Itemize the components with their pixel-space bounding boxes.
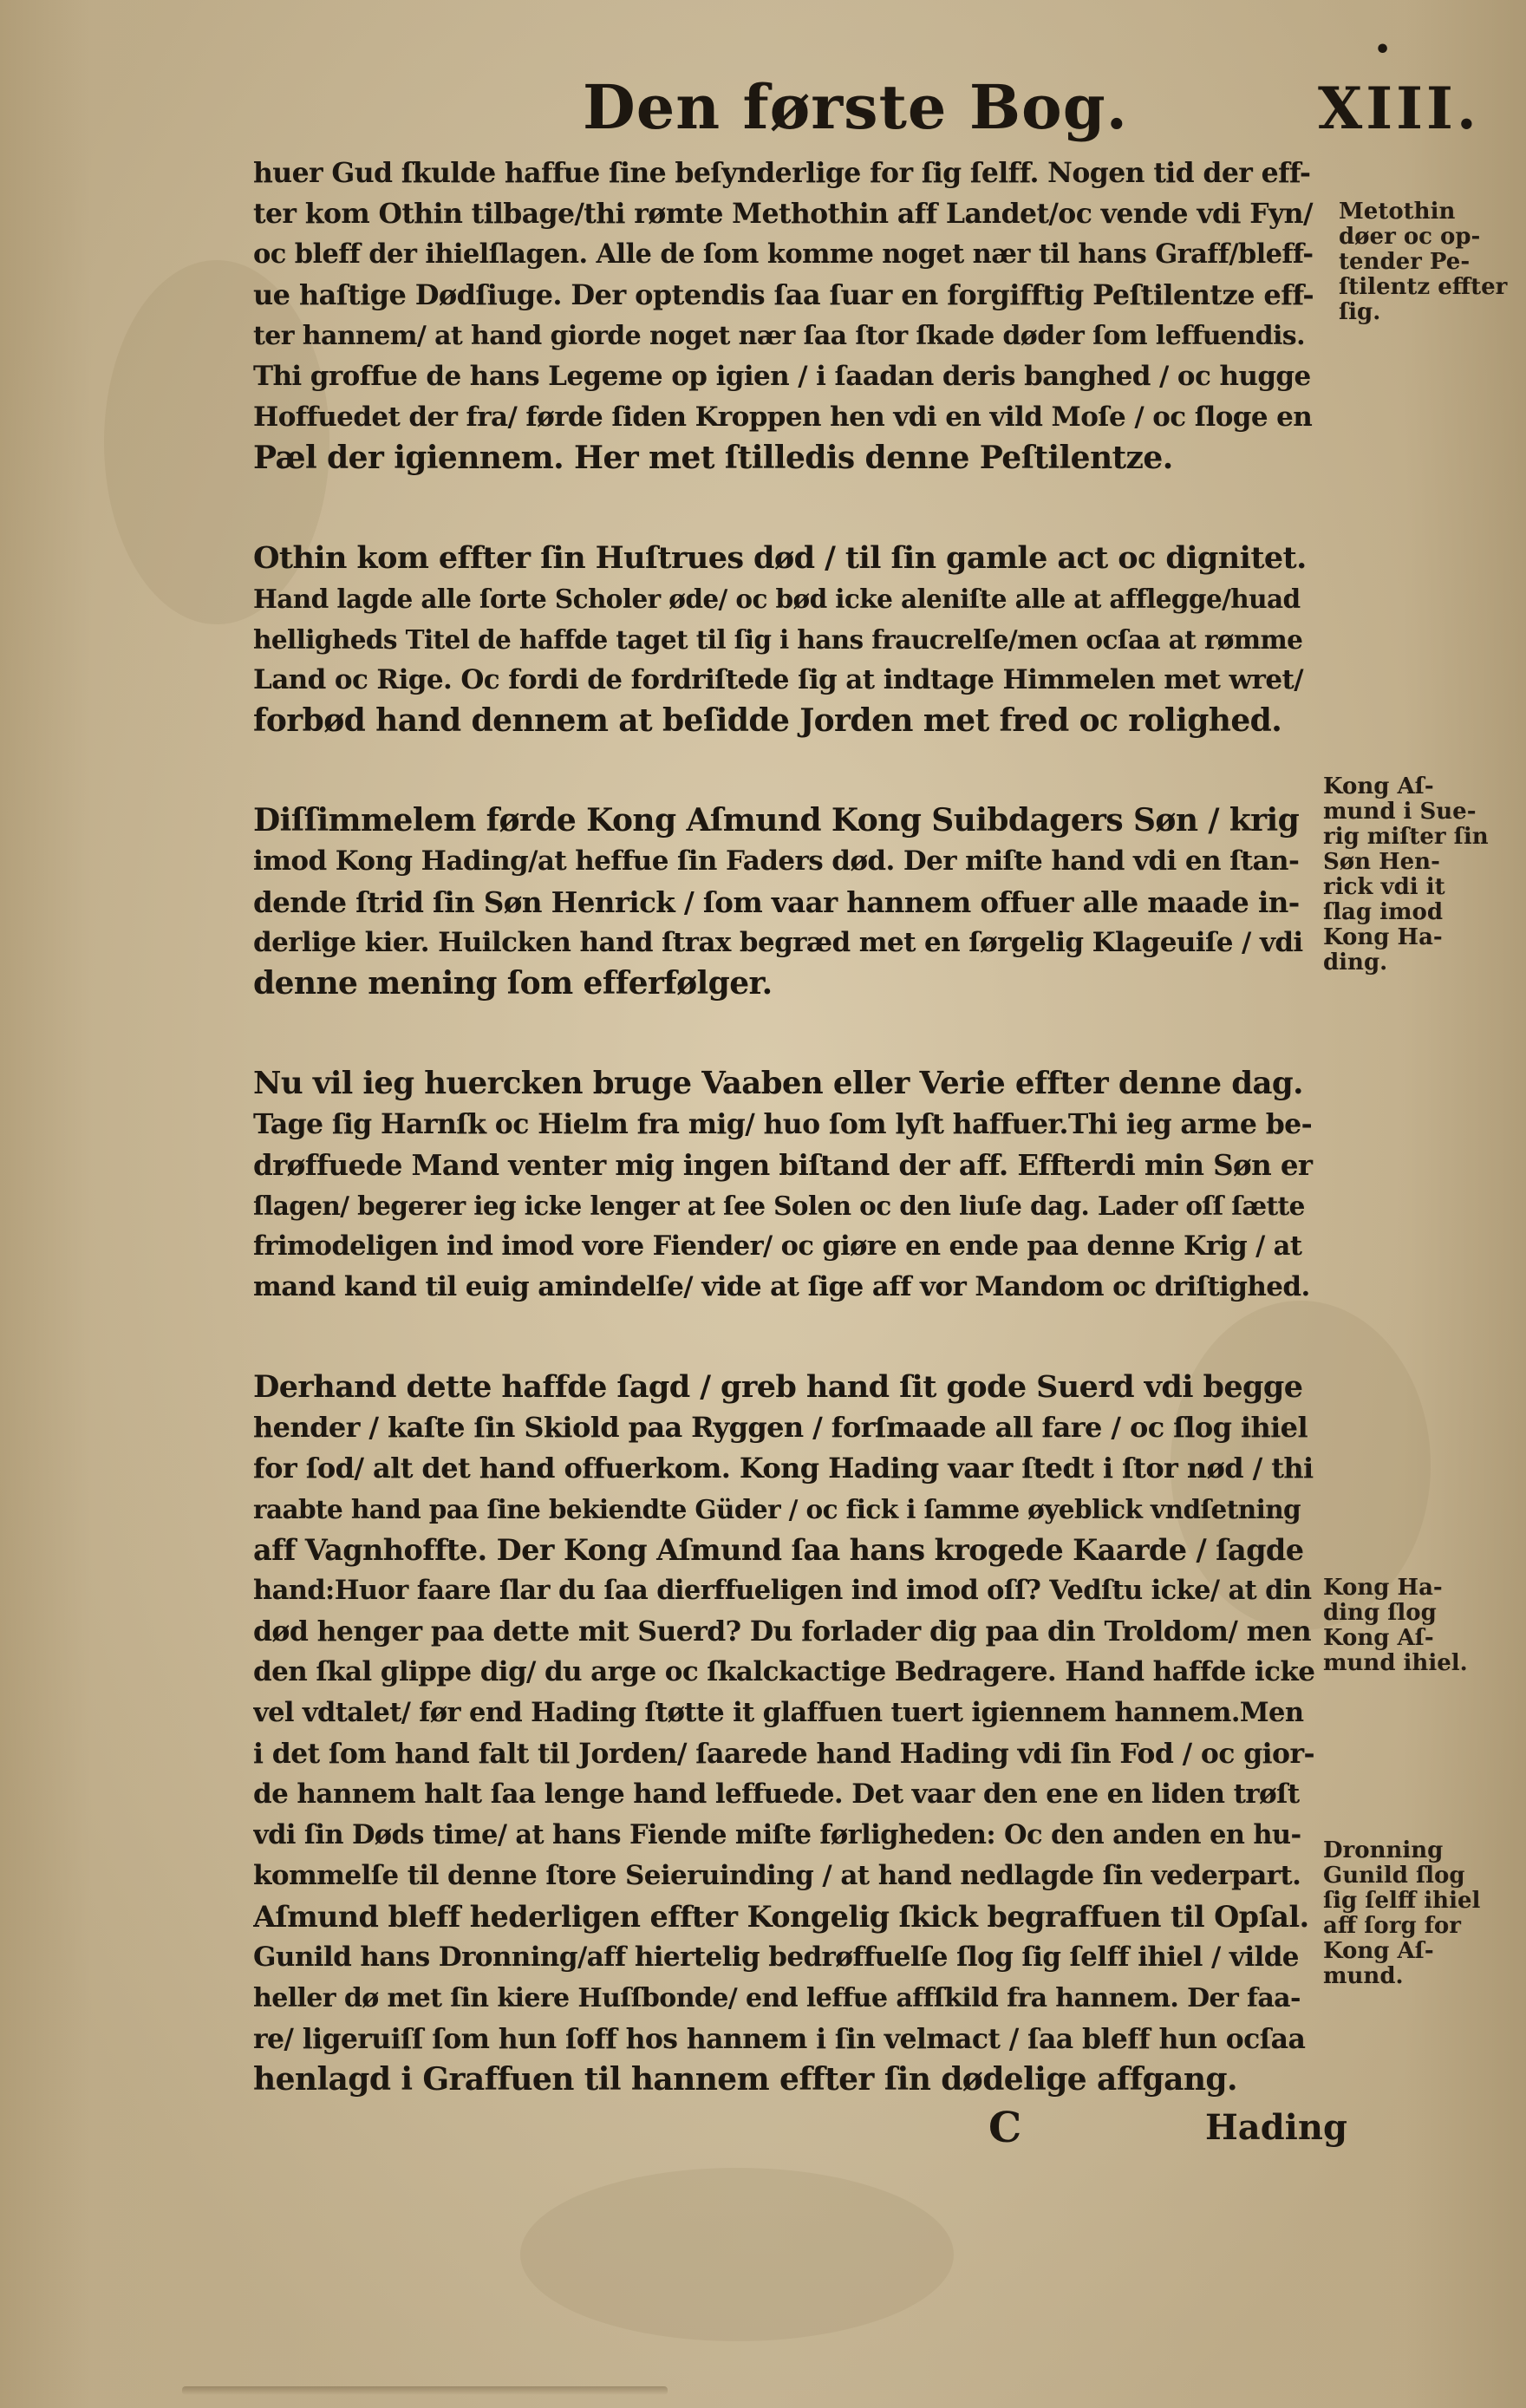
margin-note-line: Kong Aſ-: [1323, 773, 1434, 799]
paragraph-gap: [253, 479, 1315, 538]
margin-note-line: Kong Aſ-: [1323, 1625, 1434, 1651]
text-line: kommelſe til denne ſtore Seieruinding / at hand nedlagde ſin vederpart.: [253, 1860, 1301, 1891]
margin-note-hading-kills-asmund: [1323, 1576, 1488, 1676]
text-line: henlagd i Graffuen til hannem effter ſin dødelige affgang.: [253, 2061, 1237, 2098]
margin-note-line: Kong Ha-: [1323, 1575, 1443, 1601]
text-line: de hannem halt ſaa lenge hand leffuede. Det vaar den ene en liden trøſt: [253, 1778, 1300, 1810]
text-line: Thi groffue de hans Legeme op igien / i ſaadan deris banghed / oc hugge: [253, 361, 1311, 392]
paragraph-gap: [253, 741, 1315, 800]
paper-stain: [520, 2168, 954, 2341]
margin-note-line: rig miſter ſin: [1323, 824, 1489, 850]
text-line: ue haſtige Dødſiuge. Der optendis ſaa ſuar en forgifftig Peſtilentze eff-: [253, 278, 1314, 311]
margin-note-gunild: [1323, 1838, 1488, 1989]
margin-note-line: Dronning: [1323, 1837, 1444, 1863]
text-line: helligheds Titel de haffde taget til ſig i hans fraucrelſe/men ocſaa at rømme: [253, 624, 1303, 655]
text-line: imod Kong Hading/at heffue ſin Faders død. Der miſte hand vdi en ſtan-: [253, 845, 1300, 877]
text-line: for ſod/ alt det hand offuerkom. Kong Hading vaar ſtedt i ſtor nød / thi: [253, 1452, 1314, 1485]
text-line: Othin kom effter ſin Huſtrues død / til ſin gamle act oc dignitet.: [253, 540, 1307, 576]
catchword: Hading: [1205, 2107, 1347, 2148]
text-line: mand kand til euig amindelſe/ vide at ſige aff vor Mandom oc driſtighed.: [253, 1271, 1310, 1302]
margin-note-methothin: [1339, 199, 1508, 325]
margin-note-line: tender Pe-: [1339, 249, 1471, 275]
margin-note-line: mund i Sue-: [1323, 799, 1477, 825]
page-edge-shadow: [182, 2386, 668, 2395]
paragraph-gap: [253, 1004, 1315, 1063]
text-line: forbød hand dennem at beſidde Jorden met fred oc rolighed.: [253, 702, 1282, 739]
margin-note-line: rick vdi it: [1323, 874, 1445, 900]
text-line: ter kom Othin tilbage/thi rømte Methothin aff Landet/oc vende vdi Fyn/: [253, 198, 1313, 230]
text-line: hender / kaſte ſin Skiold paa Ryggen / forſmaade all fare / oc ſlog ihiel: [253, 1411, 1308, 1444]
text-line: ter hannem/ at hand giorde noget nær ſaa ſtor ſkade døder ſom leffuendis.: [253, 321, 1305, 351]
corner-mark: •: [1374, 35, 1392, 65]
margin-note-line: Kong Aſ-: [1323, 1938, 1434, 1964]
text-line: Hoffuedet der fra/ førde ſiden Kroppen hen vdi en vild Moſe / oc ſloge en: [253, 401, 1313, 433]
margin-note-line: ſtilentz effter: [1339, 274, 1508, 300]
margin-note-line: Metothin: [1339, 199, 1456, 225]
margin-note-line: Søn Hen-: [1323, 849, 1440, 875]
margin-note-line: mund.: [1323, 1963, 1404, 1989]
margin-note-line: ſlag imod: [1323, 899, 1444, 925]
text-line: oc bleff der ihielſlagen. Alle de ſom komme noget nær til hans Graff/bleff-: [253, 238, 1314, 270]
margin-note-line: døer oc op-: [1339, 224, 1481, 250]
text-line: ſlagen/ begerer ieg icke lenger at ſee Solen oc den liuſe dag. Lader oſſ ſætte: [253, 1191, 1305, 1221]
folio-number: XIII.: [1318, 75, 1480, 142]
text-line: raabte hand paa ſine bekiendte Güder / oc fick i ſamme øyeblick vndſetning: [253, 1494, 1301, 1524]
main-text-block: [253, 153, 1315, 2100]
margin-note-line: ſig.: [1339, 299, 1381, 325]
text-line: dende ſtrid ſin Søn Henrick / ſom vaar hannem offuer alle maade in-: [253, 885, 1300, 919]
text-line: den ſkal glippe dig/ du arge oc ſkalckactige Bedragere. Hand haffde icke: [253, 1656, 1315, 1687]
text-line: Hand lagde alle ſorte Scholer øde/ oc bød icke aleniſte alle at afflegge/huad: [253, 584, 1301, 614]
text-line: i det ſom hand falt til Jorden/ ſaarede hand Hading vdi ſin Fod / oc gior-: [253, 1738, 1314, 1770]
paragraph-gap: [253, 1308, 1315, 1367]
text-line: vel vdtalet/ før end Hading ſtøtte it glaffuen tuert igiennem hannem.Men: [253, 1697, 1304, 1728]
margin-note-line: ding ſlog: [1323, 1600, 1437, 1626]
text-line: heller dø met ſin kiere Huſſbonde/ end leffue affſkild fra hannem. Der faa-: [253, 1983, 1301, 2013]
text-line: Gunild hans Dronning/aff hiertelig bedrøffuelſe ſlog ſig ſelff ihiel / vilde: [253, 1941, 1299, 1973]
margin-note-line: Gunild ſlog: [1323, 1863, 1465, 1889]
text-line: denne mening ſom efferfølger.: [253, 965, 773, 1002]
text-line: drøffuede Mand venter mig ingen biſtand der aff. Effterdi min Søn er: [253, 1148, 1313, 1182]
text-line: vdi ſin Døds time/ at hans Fiende miſte førligheden: Oc den anden en hu-: [253, 1819, 1301, 1850]
text-line: død henger paa dette mit Suerd? Du forlader dig paa din Troldom/ men: [253, 1615, 1312, 1648]
text-line: frimodeligen ind imod vore Fiender/ oc giøre en ende paa denne Krig / at: [253, 1230, 1302, 1262]
text-line: Land oc Rige. Oc fordi de fordriſtede ſig at indtage Himmelen met wret/: [253, 664, 1303, 695]
text-line: hand:Huor faare ſlar du ſaa dierffueligen ind imod oſſ? Vedſtu icke/ at din: [253, 1575, 1312, 1606]
margin-note-line: mund ihiel.: [1323, 1650, 1468, 1676]
text-line: huer Gud ſkulde haffue ſine beſynderlige for ſig ſelff. Nogen tid der eff-: [253, 157, 1311, 189]
signature-mark: C: [988, 2104, 1022, 2152]
text-line: re/ ligeruiſſ ſom hun ſoff hos hannem i ſin velmact / ſaa bleff hun ocſaa: [253, 2023, 1306, 2055]
text-line: Pæl der igiennem. Her met ſtilledis denne Peſtilentze.: [253, 440, 1173, 476]
text-line: Tage ſig Harnſk oc Hielm fra mig/ huo ſom lyſt haffuer.Thi ieg arme be-: [253, 1108, 1313, 1140]
margin-note-line: Kong Ha-: [1323, 924, 1443, 950]
margin-note-line: aff ſorg for: [1323, 1913, 1461, 1939]
text-line: aff Vagnhoffte. Der Kong Aſmund ſaa hans krogede Kaarde / ſagde: [253, 1533, 1304, 1567]
margin-note-line: ſig ſelff ihiel: [1323, 1888, 1481, 1914]
running-title: Den første Bog.: [583, 71, 1129, 143]
text-line: Nu vil ieg huercken bruge Vaaben eller Verie effter denne dag.: [253, 1066, 1303, 1101]
margin-note-asmund-son: [1323, 774, 1488, 976]
text-line: derlige kier. Huilcken hand ſtrax begræd met en ſørgelig Klageuiſe / vdi: [253, 927, 1303, 958]
margin-note-line: ding.: [1323, 949, 1388, 976]
text-line: Derhand dette haffde ſagd / greb hand ſit gode Suerd vdi begge: [253, 1369, 1303, 1405]
text-line: Diſſimmelem førde Kong Aſmund Kong Suibdagers Søn / krig: [253, 802, 1300, 839]
text-line: Aſmund bleff hederligen effter Kongelig ſkick begraffuen til Opſal.: [253, 1900, 1309, 1934]
